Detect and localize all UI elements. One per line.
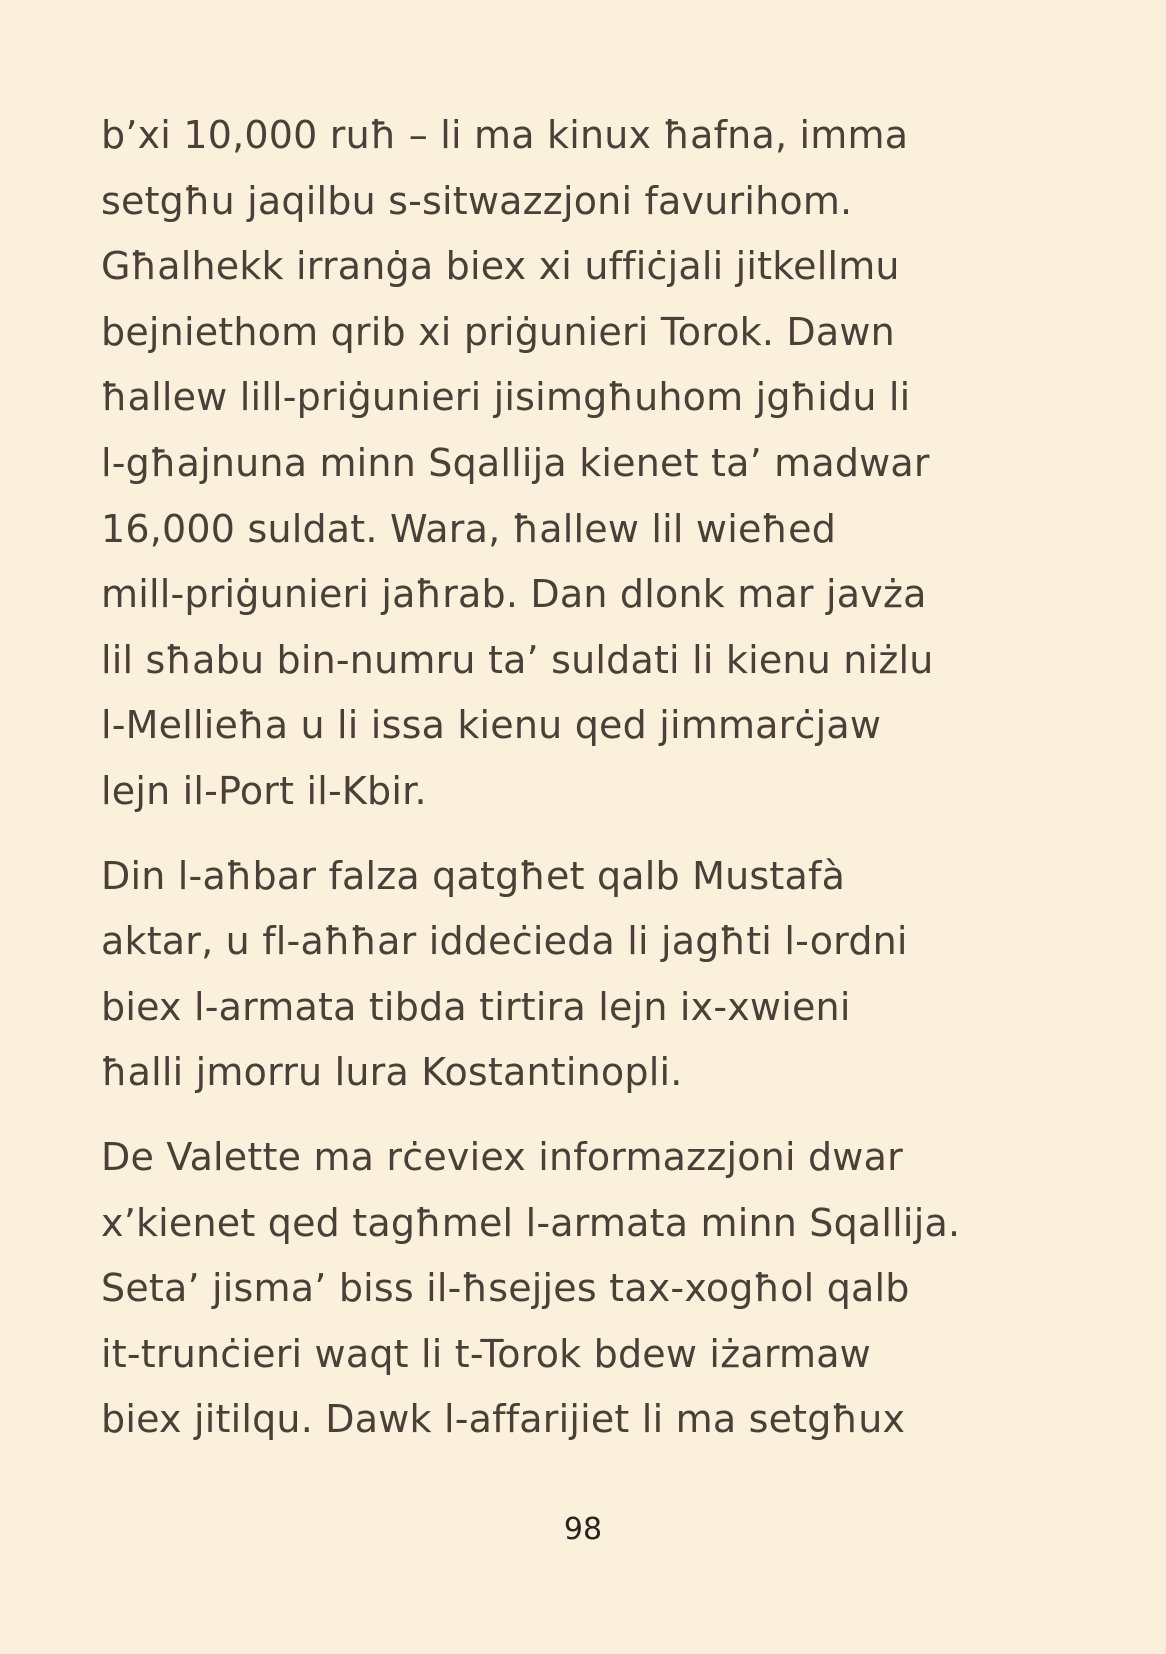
paragraph-2 xyxy=(101,844,1101,1106)
text-line: l-għajnuna minn Sqallija kienet ta’ madwar xyxy=(101,440,930,485)
text-line: Għalhekk irranġa biex xi uffiċjali jitkellmu xyxy=(101,244,900,289)
text-line: biex l-armata tibda tirtira lejn ix-xwieni xyxy=(101,984,851,1029)
text-line: l-Mellieħa u li issa kienu qed jimmarċjaw xyxy=(101,703,882,748)
text-line: mill-priġunieri jaħrab. Dan dlonk mar javża xyxy=(101,572,927,617)
text-line: Seta’ jisma’ biss il-ħsejjes tax-xogħol qalb xyxy=(101,1266,910,1311)
paragraph-1 xyxy=(101,103,1101,825)
text-line: it-trunċieri waqt li t-Torok bdew iżarmaw xyxy=(101,1331,871,1376)
text-line: bejniethom qrib xi priġunieri Torok. Dawn xyxy=(101,309,895,354)
text-line: ħallew lill-priġunieri jisimgħuhom jgħidu li xyxy=(101,375,911,420)
page-number: 98 xyxy=(563,1512,603,1547)
text-line: Din l-aħbar falza qatgħet qalb Mustafà xyxy=(101,853,846,898)
body-text xyxy=(101,103,1101,1453)
text-line: setgħu jaqilbu s-sitwazzjoni favurihom. xyxy=(101,178,853,223)
text-line: lil sħabu bin-numru ta’ suldati li kienu niżlu xyxy=(101,637,934,682)
text-line: lejn il-Port il-Kbir. xyxy=(101,768,427,813)
text-line: aktar, u fl-aħħar iddeċieda li jagħti l-ordni xyxy=(101,919,908,964)
text-line: 16,000 suldat. Wara, ħallew lil wieħed xyxy=(101,506,837,551)
text-line: De Valette ma rċeviex informazzjoni dwar xyxy=(101,1134,903,1179)
paragraph-3 xyxy=(101,1125,1101,1453)
text-line: ħalli jmorru lura Kostantinopli. xyxy=(101,1050,683,1095)
text-line: x’kienet qed tagħmel l-armata minn Sqallija. xyxy=(101,1200,961,1245)
text-line: biex jitilqu. Dawk l-affarijiet li ma setgħux xyxy=(101,1397,906,1442)
text-line: b’xi 10,000 ruħ – li ma kinux ħafna, imma xyxy=(101,113,909,157)
